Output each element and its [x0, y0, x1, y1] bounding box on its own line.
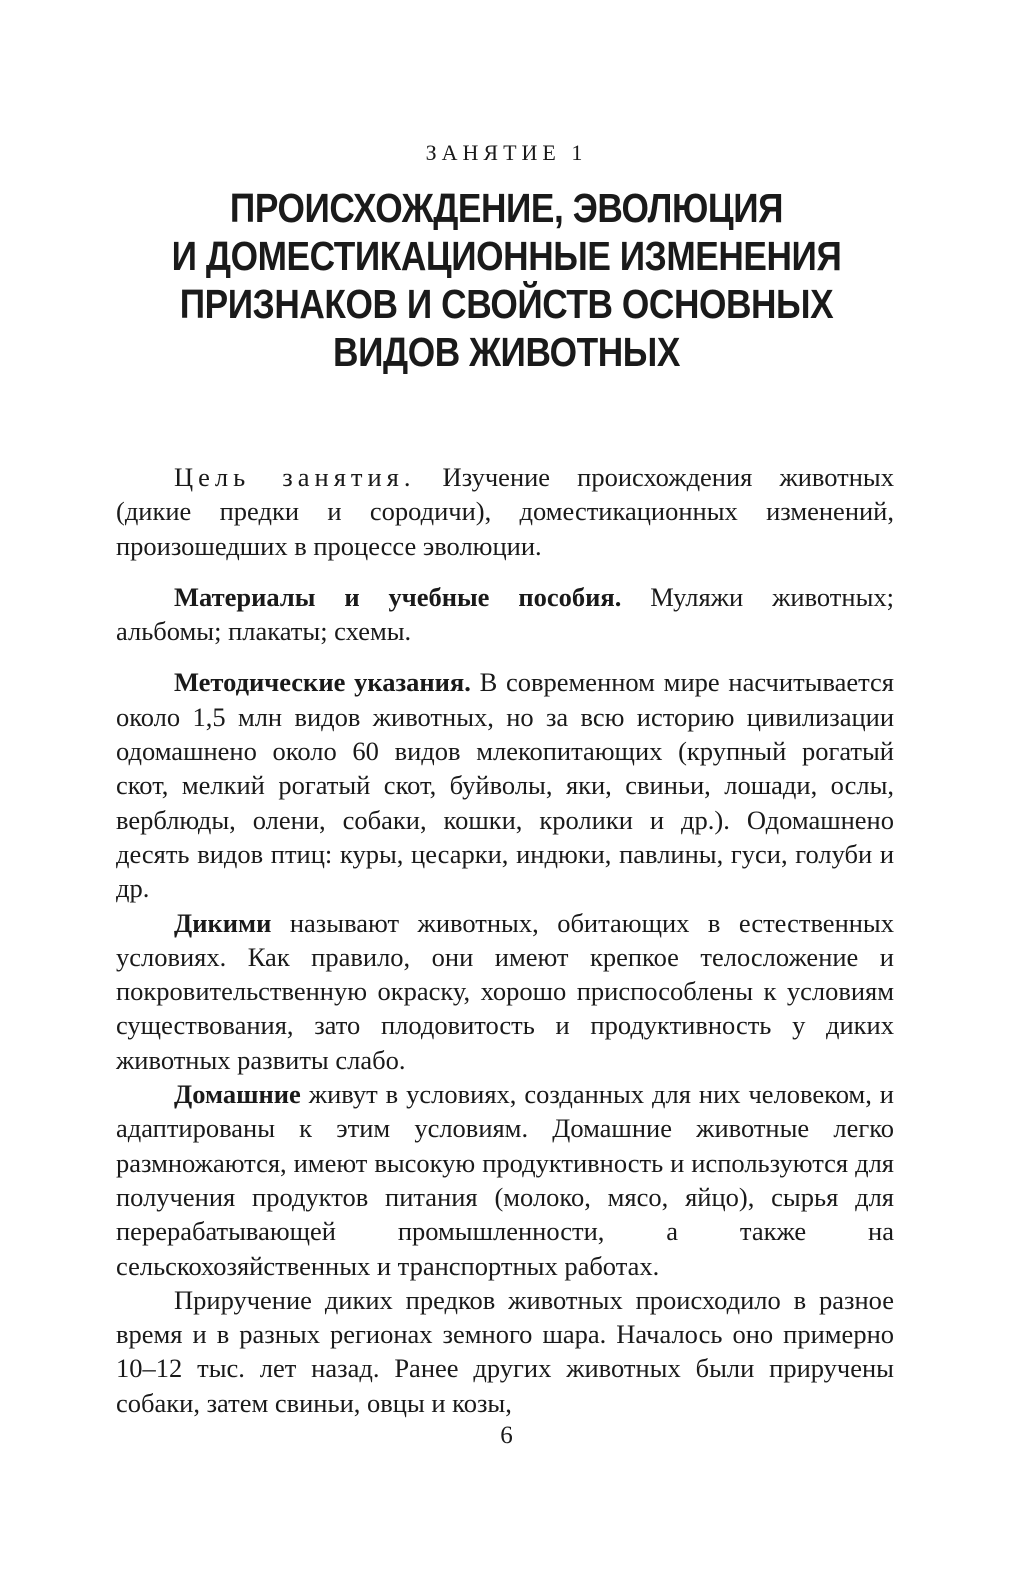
chapter-title: [71, 184, 942, 376]
wild-text: называют животных, обитающих в естественных условиях. Как правило, они имеют крепкое телосложение и покровительственную окраску, хорошо приспособлены к условиям существования, зато плодовитость и продуктивность у диких животных развиты слабо.: [116, 907, 894, 1075]
chapter-title-line: ПРОИСХОЖДЕНИЕ, ЭВОЛЮЦИЯ: [229, 185, 784, 231]
guidelines-label: Методические указания.: [174, 667, 471, 698]
materials-text: Муляжи животных; альбомы; плакаты; схемы.: [116, 581, 894, 647]
domestic-label: Домашние: [174, 1079, 301, 1110]
domestic-paragraph: [116, 1077, 894, 1283]
page-number: 6: [500, 1422, 513, 1449]
chapter-title-line: И ДОМЕСТИКАЦИОННЫЕ ИЗМЕНЕНИЯ: [171, 233, 842, 279]
materials-label: Материалы и учебные пособия.: [174, 581, 622, 612]
materials-paragraph: [116, 580, 894, 649]
goal-text: Изучение происхождения животных (дикие предки и сородичи), доместикационных изменений, произошедших в процессе эволюции.: [116, 462, 894, 561]
lesson-label: ЗАНЯТИЕ 1: [425, 140, 588, 165]
goal-label: Цель занятия.: [174, 462, 416, 492]
taming-paragraph: Приручение диких предков животных происходило в разное время и в разных регионах земного шара. Началось оно примерно 10–12 тыс. лет назад. Ранее других животных были приручены собаки, затем свиньи, овцы и козы,: [116, 1284, 894, 1418]
wild-paragraph: [116, 906, 894, 1077]
guidelines-paragraph: [116, 665, 894, 905]
guidelines-text: В современном мире насчитывается около 1,5 млн видов животных, но за всю историю цивилизации одомашнено около 60 видов млекопитающих (крупный рогатый скот, мелкий рогатый скот, буйволы, яки, свиньи, лошади, ослы, верблюды, олени, собаки, кошки, кролики и др.). Одомашнено десять видов птиц: куры, цесарки, индюки, павлины, гуси, голуби и др.: [116, 667, 894, 904]
chapter-title-line: ПРИЗНАКОВ И СВОЙСТВ ОСНОВНЫХ: [179, 281, 834, 327]
goal-paragraph: [116, 460, 894, 563]
wild-label: Дикими: [174, 907, 272, 938]
chapter-title-line: ВИДОВ ЖИВОТНЫХ: [333, 329, 680, 375]
domestic-text: живут в условиях, созданных для них человеком, и адаптированы к этим условиям. Домашние животные легко размножаются, имеют высокую продуктивность и используются для получения продуктов питания (молоко, мясо, яйцо), сырья для перерабатывающей промышленности, а также на сельскохозяйственных и транспортных работах.: [116, 1079, 894, 1281]
body-text: [116, 460, 894, 1420]
